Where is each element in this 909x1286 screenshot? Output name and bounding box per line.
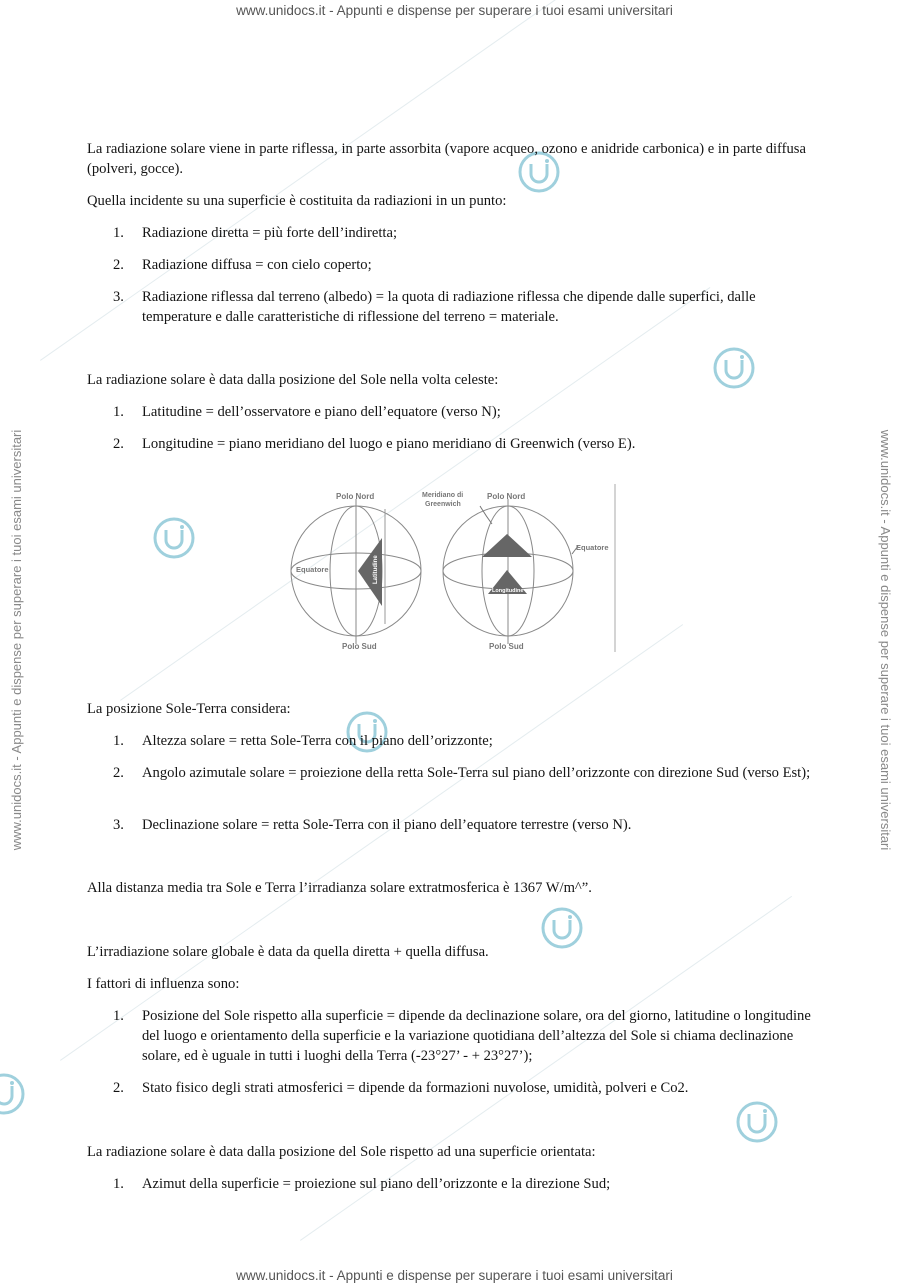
- list-item: Azimut della superficie = proiezione sul piano dell’orizzonte e la direzione Sud;: [142, 1176, 611, 1192]
- unidocs-logo-icon: [735, 1100, 779, 1144]
- side-watermark-right: www.unidocs.it - Appunti e dispense per superare i tuoi esami universitari: [878, 429, 893, 851]
- side-watermark-left: www.unidocs.it - Appunti e dispense per superare i tuoi esami universitari: [9, 429, 24, 851]
- list-item: Longitudine = piano meridiano del luogo e piano meridiano di Greenwich (verso E).: [142, 436, 636, 452]
- list-item: Radiazione riflessa dal terreno (albedo) = la quota di radiazione riflessa che dipende dalle superfici, dalle temperature e dalle caratteristiche di riflessione del terreno = materiale.: [142, 289, 756, 325]
- label-polo-nord-left: Polo Nord: [336, 492, 375, 501]
- label-greenwich: Greenwich: [425, 501, 461, 508]
- label-meridiano-di: Meridiano di: [422, 492, 464, 499]
- label-longitudine: Longitudine: [492, 588, 524, 594]
- unidocs-logo-icon: [0, 1072, 26, 1116]
- list-number: 1.: [113, 1176, 124, 1192]
- list-item: Stato fisico degli strati atmosferici = dipende da formazioni nuvolose, umidità, polveri e Co2.: [142, 1080, 689, 1096]
- label-latitudine: Latitudine: [373, 555, 379, 584]
- watermark-stripe: [60, 624, 683, 1061]
- page-footer: www.unidocs.it - Appunti e dispense per superare i tuoi esami universitari: [236, 1268, 673, 1283]
- list-number: 3.: [113, 289, 124, 305]
- list-number: 1.: [113, 404, 124, 420]
- paragraph: Quella incidente su una superficie è costituita da radiazioni in un punto:: [87, 193, 507, 209]
- label-equatore-right: Equatore: [576, 543, 609, 552]
- paragraph: Alla distanza media tra Sole e Terra l’irradianza solare extratmosferica è 1367 W/m^”.: [87, 880, 592, 896]
- label-polo-sud-right: Polo Sud: [489, 642, 524, 651]
- unidocs-logo-icon: [152, 516, 196, 560]
- list-number: 2.: [113, 436, 124, 452]
- list-number: 2.: [113, 257, 124, 273]
- paragraph: La radiazione solare è data dalla posizione del Sole rispetto ad una superficie orientata:: [87, 1144, 596, 1160]
- paragraph: La radiazione solare viene in parte riflessa, in parte assorbita (vapore acqueo, ozono e anidride carbonica) e in parte diffusa (polveri, gocce).: [87, 141, 806, 177]
- list-item: Latitudine = dell’osservatore e piano dell’equatore (verso N);: [142, 404, 501, 420]
- paragraph: L’irradiazione solare globale è data da quella diretta + quella diffusa.: [87, 944, 489, 960]
- paragraph: La posizione Sole-Terra considera:: [87, 701, 291, 717]
- list-item: Altezza solare = retta Sole-Terra con il piano dell’orizzonte;: [142, 733, 493, 749]
- label-polo-sud-left: Polo Sud: [342, 642, 377, 651]
- page-header: www.unidocs.it - Appunti e dispense per superare i tuoi esami universitari: [236, 3, 673, 18]
- globe-figure: [290, 484, 620, 656]
- list-item: Posizione del Sole rispetto alla superficie = dipende da declinazione solare, ora del giorno, latitudine o longitudine del luogo e orientamento della superficie e la variazione quotidiana dell’altezza del Sole si chiama declinazione solare, ed è uguale in tutti i luoghi della Terra (-23°27’ - + 23°27’);: [142, 1008, 811, 1064]
- list-number: 2.: [113, 765, 124, 781]
- list-item: Declinazione solare = retta Sole-Terra con il piano dell’equatore terrestre (verso N).: [142, 817, 632, 833]
- label-polo-nord-right: Polo Nord: [487, 492, 526, 501]
- label-equatore-left: Equatore: [296, 565, 329, 574]
- paragraph: La radiazione solare è data dalla posizione del Sole nella volta celeste:: [87, 372, 499, 388]
- list-item: Radiazione diffusa = con cielo coperto;: [142, 257, 372, 273]
- paragraph: I fattori di influenza sono:: [87, 976, 240, 992]
- list-item: Radiazione diretta = più forte dell’indiretta;: [142, 225, 398, 241]
- list-number: 3.: [113, 817, 124, 833]
- list-item: Angolo azimutale solare = proiezione della retta Sole-Terra sul piano dell’orizzonte con direzione Sud (verso Est);: [142, 765, 811, 781]
- list-number: 1.: [113, 733, 124, 749]
- list-number: 1.: [113, 225, 124, 241]
- list-number: 1.: [113, 1008, 124, 1024]
- list-number: 2.: [113, 1080, 124, 1096]
